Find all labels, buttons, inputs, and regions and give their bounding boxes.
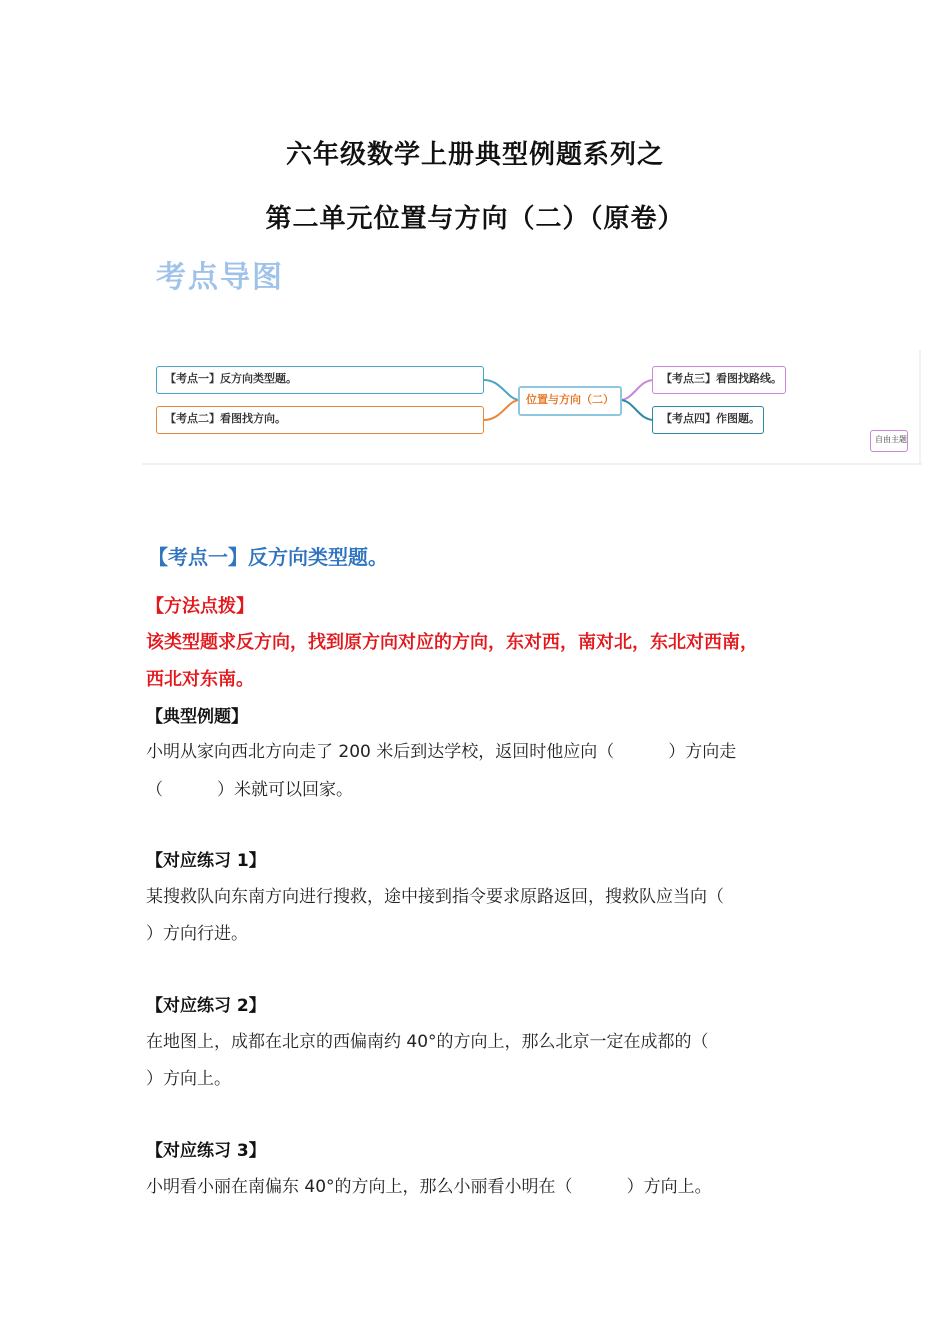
exercise-1-line-2: ）方向行进。 bbox=[146, 924, 248, 944]
method-text-line-2: 西北对东南。 bbox=[146, 669, 254, 690]
mind-map-node-4: 【考点四】作图题。 bbox=[652, 406, 764, 434]
mind-map-node-2: 【考点二】看图找方向。 bbox=[156, 406, 484, 434]
document-title: 六年级数学上册典型例题系列之 bbox=[285, 140, 664, 170]
example-line-1: 小明从家向西北方向走了 200 米后到达学校，返回时他应向（ ）方向走 bbox=[146, 742, 737, 762]
exercise-2-line-2: ）方向上。 bbox=[146, 1069, 231, 1089]
mind-map-node-1: 【考点一】反方向类型题。 bbox=[156, 366, 484, 394]
mind-map-center: 位置与方向（二） bbox=[518, 386, 622, 416]
mind-map-node-3: 【考点三】看图找路线。 bbox=[652, 366, 786, 394]
section-heading: 【考点一】反方向类型题。 bbox=[148, 545, 388, 569]
method-text-line-1: 该类型题求反方向，找到原方向对应的方向，东对西，南对北，东北对西南， bbox=[146, 632, 758, 653]
exercise-1-line-1: 某搜救队向东南方向进行搜救，途中接到指令要求原路返回，搜救队应当向（ bbox=[146, 887, 724, 907]
section-banner: 考点导图 bbox=[156, 260, 284, 295]
exercise-1-label: 【对应练习 1】 bbox=[146, 851, 266, 871]
document-subtitle: 第二单元位置与方向（二）（原卷） bbox=[265, 204, 685, 234]
example-line-2: （ ）米就可以回家。 bbox=[146, 780, 354, 800]
connector-node2 bbox=[484, 400, 520, 420]
mind-map-free-topic: 自由主题 bbox=[870, 430, 908, 452]
connector-node4 bbox=[620, 400, 654, 420]
exercise-3-line-1: 小明看小丽在南偏东 40°的方向上，那么小丽看小明在（ ）方向上。 bbox=[146, 1177, 712, 1197]
exercise-2-label: 【对应练习 2】 bbox=[146, 996, 266, 1016]
exercise-3-label: 【对应练习 3】 bbox=[146, 1141, 266, 1161]
connector-node1 bbox=[484, 380, 520, 400]
method-label: 【方法点拨】 bbox=[146, 596, 254, 617]
mind-map bbox=[142, 350, 922, 466]
connector-node3 bbox=[620, 380, 654, 400]
exercise-2-line-1: 在地图上，成都在北京的西偏南约 40°的方向上，那么北京一定在成都的（ bbox=[146, 1032, 709, 1052]
example-label: 【典型例题】 bbox=[146, 707, 248, 727]
